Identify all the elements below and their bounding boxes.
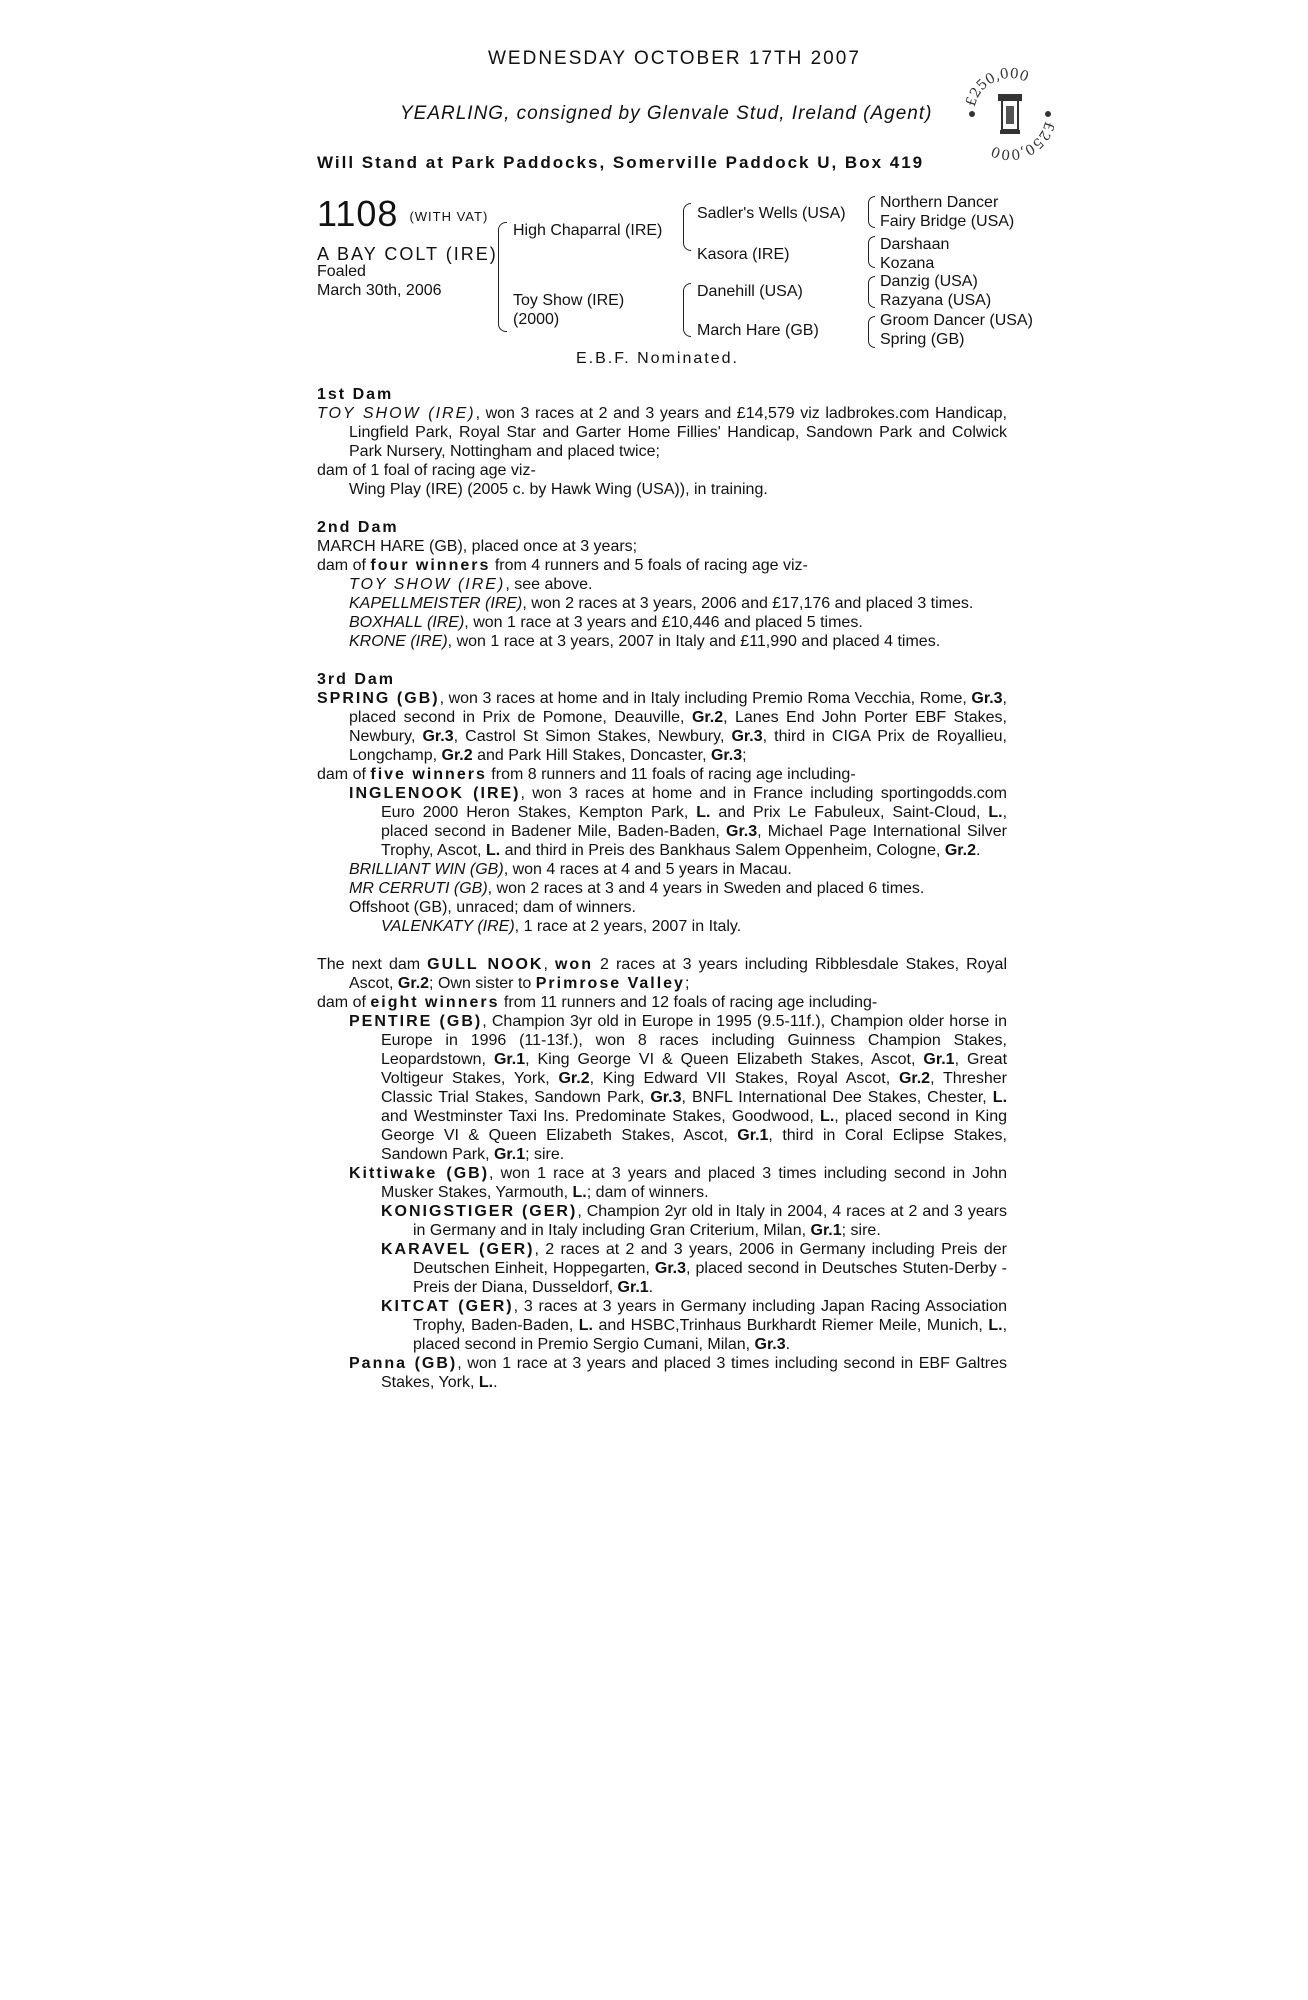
lot-title: A BAY COLT (IRE) [317,244,498,264]
third-dam-section [317,670,1007,936]
third-dam-produce-summary: dam of five winners from 8 runners and 11 foals of racing age including- [317,766,856,783]
next-dam-record: The next dam GULL NOOK, won 2 races at 3 years including Ribblesdale Stakes, Royal Ascot, Gr.2; Own sister to Primrose Valley; [317,956,1007,992]
next-dam-grand-produce-item: KITCAT (GER), 3 races at 3 years in Germany including Japan Racing Association Trophy, Baden-Baden, L. and HSBC,Trinhaus Burkhardt Riemer Meile, Munich, L., placed second in Premio Sergio Cumani, Milan, Gr.3. [381,1298,1008,1353]
pedigree-brace-2 [683,203,691,251]
pedigree-dds: Groom Dancer (USA) [880,312,1033,329]
second-dam-record: MARCH HARE (GB), placed once at 3 years; [317,538,638,555]
second-dam-heading: 2nd Dam [317,519,399,536]
pedigree-ssd: Fairy Bridge (USA) [880,213,1015,230]
price-stamp-logo [960,64,1060,164]
third-dam-produce-item: MR CERRUTI (GB), won 2 races at 3 and 4 years in Sweden and placed 6 times. [349,880,925,897]
second-dam-produce-item: BOXHALL (IRE), won 1 race at 3 years and £10,446 and placed 5 times. [349,614,863,631]
pedigree-ddd: Spring (GB) [880,331,965,348]
ebf-nominated: E.B.F. Nominated. [576,350,739,367]
third-dam-record: SPRING (GB), won 3 races at home and in Italy including Premio Roma Vecchia, Rome, Gr.3, placed second in Prix de Pomone, Deauville, Gr.2, Lanes End John Porter EBF Stakes, Newbury, Gr.3, Castrol St Simon Stakes, Newbury, Gr.3, third in CIGA Prix de Royallieu, Longchamp, Gr.2 and Park Hill Stakes, Doncaster, Gr.3; [317,690,1008,764]
second-dam-produce-summary: dam of four winners from 4 runners and 5 foals of racing age viz- [317,557,808,574]
pedigree-brace-1 [498,222,507,332]
first-dam-heading: 1st Dam [317,386,394,403]
pedigree-brace-6 [868,276,875,308]
pedigree-sds: Darshaan [880,236,950,253]
pedigree-brace-4 [868,196,875,228]
next-dam-section [317,955,1007,1392]
pedigree-brace-3 [683,283,691,337]
pedigree-brace-7 [868,316,875,348]
second-dam-produce-item: TOY SHOW (IRE), see above. [349,576,593,593]
first-dam-record: TOY SHOW (IRE), won 3 races at 2 and 3 years and £14,579 viz ladbrokes.com Handicap, Lingfield Park, Royal Star and Garter Home Fillies' Handicap, Sandown Park and Colwick Park Nursery, Nottingham and placed twice; [317,405,1008,460]
third-dam-heading: 3rd Dam [317,671,396,688]
catalogue-body [317,385,1007,1392]
next-dam-produce-item: PENTIRE (GB), Champion 3yr old in Europe in 1995 (9.5-11f.), Champion older horse in Europe in 1996 (11-13f.), won 8 races including Guinness Champion Stakes, Leopardstown, Gr.1, King George VI & Queen Elizabeth Stakes, Ascot, Gr.1, Great Voltigeur Stakes, York, Gr.2, King Edward VII Stakes, Royal Ascot, Gr.2, Thresher Classic Trial Stakes, Sandown Park, Gr.3, BNFL International Dee Stakes, Chester, L. and Westminster Taxi Ins. Predominate Stakes, Goodwood, L., placed second in King George VI & Queen Elizabeth Stakes, Ascot, Gr.1, third in Coral Eclipse Stakes, Sandown Park, Gr.1; sire. [349,1013,1008,1163]
sale-date: WEDNESDAY OCTOBER 17TH 2007 [488,48,861,69]
lot-number: 1108 (WITH VAT) [317,193,489,234]
svg-text:£250,000: £250,000 [989,119,1058,163]
stand-location: Will Stand at Park Paddocks, Somerville Paddock U, Box 419 [317,153,925,172]
pedigree-dsd: Razyana (USA) [880,292,992,309]
third-dam-produce-item: VALENKATY (IRE), 1 race at 2 years, 2007 in Italy. [381,918,742,935]
pedigree-brace-5 [868,236,875,268]
pedigree-sire-dam: Kasora (IRE) [697,246,790,263]
consignment-line: YEARLING, consigned by Glenvale Stud, Ireland (Agent) [400,103,933,124]
first-dam-produce-item: Wing Play (IRE) (2005 c. by Hawk Wing (USA)), in training. [349,481,768,498]
pedigree-sire-sire: Sadler's Wells (USA) [697,205,846,222]
third-dam-produce-item: INGLENOOK (IRE), won 3 races at home and in France including sportingodds.com Euro 2000 Heron Stakes, Kempton Park, L. and Prix Le Fabuleux, Saint-Cloud, L., placed second in Badener Mile, Baden-Baden, Gr.3, Michael Page International Silver Trophy, Ascot, L. and third in Preis des Bankhaus Salem Oppenheim, Cologne, Gr.2. [349,785,1008,859]
vat-note: (WITH VAT) [409,208,489,224]
pedigree-sss: Northern Dancer [880,194,999,211]
next-dam-produce-item: Kittiwake (GB), won 1 race at 3 years and placed 3 times including second in John Musker Stakes, Yarmouth, L.; dam of winners. [349,1165,1008,1201]
second-dam-produce-item: KAPELLMEISTER (IRE), won 2 races at 3 years, 2006 and £17,176 and placed 3 times. [349,595,974,612]
second-dam-section [317,518,1007,651]
pedigree-dss: Danzig (USA) [880,273,978,290]
first-dam-produce-summary: dam of 1 foal of racing age viz- [317,462,536,479]
next-dam-produce-item: Panna (GB), won 1 race at 3 years and placed 3 times including second in EBF Galtres Stakes, York, L.. [349,1355,1007,1391]
third-dam-produce-item: Offshoot (GB), unraced; dam of winners. [349,899,636,916]
foaled-label: Foaled [317,263,366,280]
pedigree-dam-dam: March Hare (GB) [697,322,819,339]
next-dam-grand-produce-item: KARAVEL (GER), 2 races at 2 and 3 years, 2006 in Germany including Preis der Deutschen Einheit, Hoppegarten, Gr.3, placed second in Deutsches Stuten-Derby - Preis der Diana, Dusseldorf, Gr.1. [381,1241,1007,1296]
pedigree-dam-year: (2000) [513,311,560,328]
pedigree-dam: Toy Show (IRE) [513,292,625,309]
svg-text:£250,000: £250,000 [962,65,1031,109]
foaled-date: March 30th, 2006 [317,282,442,299]
third-dam-produce-item: BRILLIANT WIN (GB), won 4 races at 4 and 5 years in Macau. [349,861,792,878]
next-dam-produce-summary: dam of eight winners from 11 runners and 12 foals of racing age including- [317,994,878,1011]
pedigree-dam-sire: Danehill (USA) [697,283,803,300]
pedigree-sdd: Kozana [880,255,935,272]
second-dam-produce-item: KRONE (IRE), won 1 race at 3 years, 2007 in Italy and £11,990 and placed 4 times. [349,633,941,650]
next-dam-grand-produce-item: KONIGSTIGER (GER), Champion 2yr old in Italy in 2004, 4 races at 2 and 3 years in Germany and in Italy including Gran Criterium, Milan, Gr.1; sire. [381,1203,1008,1239]
first-dam-section [317,385,1007,499]
pedigree-sire: High Chaparral (IRE) [513,222,663,239]
